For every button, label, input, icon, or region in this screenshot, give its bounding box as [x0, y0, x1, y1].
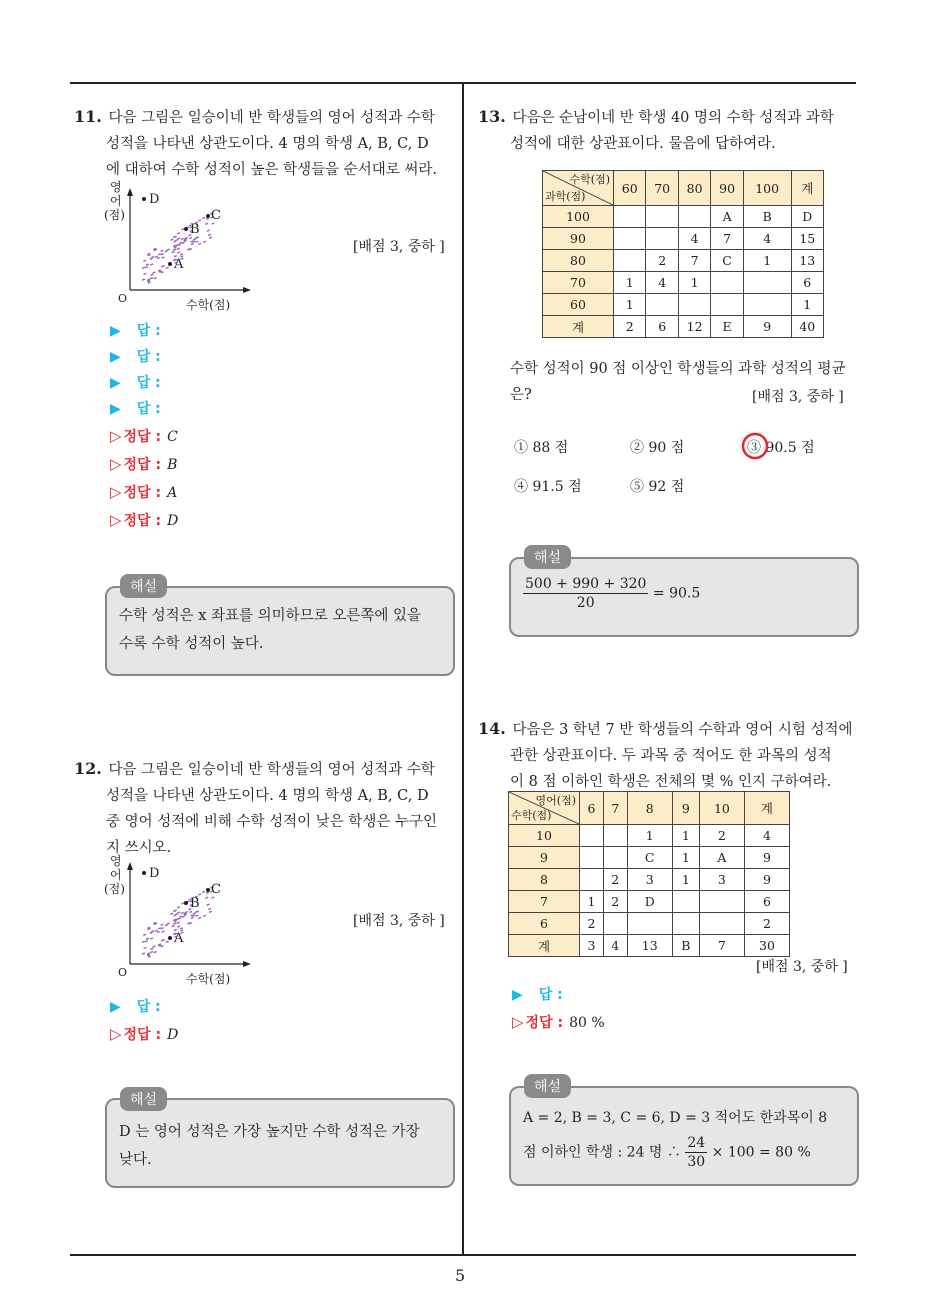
q14-table-cell: A	[699, 847, 744, 869]
q13-row-label-cell: 90	[543, 228, 614, 250]
q13-correlation-table	[542, 170, 824, 338]
q14-table-cell	[580, 847, 604, 869]
q14-table-cell: 3	[580, 935, 604, 957]
q11-answer-3[interactable]: ▶ 답 :	[110, 375, 161, 391]
q14-table-cell: 9	[744, 869, 789, 891]
correct-arrow-icon: ▷	[110, 511, 122, 529]
q14-row-label-cell: 6	[509, 913, 580, 935]
q11-text-line1: 다음 그림은 일승이네 반 학생들의 영어 성적과 수학	[108, 110, 435, 126]
q13-table-cell: 1	[614, 294, 646, 316]
q13-row-label-cell: 계	[543, 316, 614, 338]
q13-table-cell: 4	[743, 228, 791, 250]
q14-table-cell: 6	[744, 891, 789, 913]
q14-table-cell: 2	[580, 913, 604, 935]
q12-number: 12.	[74, 759, 102, 778]
q11-points: [배점 3, 중하 ]	[353, 239, 445, 255]
q13-question	[478, 104, 863, 157]
q13-header-cell: 60	[614, 171, 646, 206]
q14-table-cell	[580, 869, 604, 891]
q13-table-cell	[614, 228, 646, 250]
q14-table-cell: 3	[627, 869, 672, 891]
q13-choice-1[interactable]: ① 88 점	[514, 440, 569, 456]
q13-table-cell: 1	[614, 272, 646, 294]
q12-scatter-plot	[100, 854, 260, 988]
q14-points: [배점 3, 중하 ]	[756, 959, 848, 975]
q13-table-cell: E	[711, 316, 743, 338]
q14-answer-block	[512, 982, 852, 1036]
q13-header-cell: 100	[743, 171, 791, 206]
q12-y-label1: 영	[110, 854, 122, 868]
q13-table-cell: 12	[678, 316, 710, 338]
q14-corner-bottom: 수학(점)	[511, 809, 552, 822]
q13-selected-circle-icon	[740, 431, 770, 461]
q14-header-cell: 계	[744, 792, 789, 825]
q11-origin: O	[118, 292, 128, 305]
answer-arrow-icon: ▶	[110, 349, 121, 365]
q14-table-cell	[699, 913, 744, 935]
q13-choice-2[interactable]: ② 90 점	[630, 440, 685, 456]
q13-table-row	[543, 316, 824, 338]
q14-table-row	[509, 825, 790, 847]
q12-label-b: B	[190, 896, 200, 911]
q13-sub-line2: 은?	[510, 387, 532, 403]
q13-table-cell	[743, 294, 791, 316]
q14-table-cell	[603, 913, 627, 935]
q14-table-cell: 2	[699, 825, 744, 847]
q12-text-line3: 중 영어 성적에 비해 수학 성적이 낮은 학생은 누구인	[106, 814, 438, 830]
q14-table-row	[509, 935, 790, 957]
q14-header-cell: 8	[627, 792, 672, 825]
q13-text-line1: 다음은 순남이네 반 학생 40 명의 수학 성적과 과학	[512, 110, 834, 126]
q13-table-cell	[646, 206, 678, 228]
q12-label-a: A	[174, 931, 184, 946]
q13-table-cell: 6	[646, 316, 678, 338]
q11-y-label2: 어	[110, 194, 122, 208]
q13-table-cell: 15	[791, 228, 823, 250]
q13-table-cell: 2	[646, 250, 678, 272]
correct-arrow-icon: ▷	[110, 427, 122, 445]
q12-explanation-text: D 는 영어 성적은 가장 높지만 수학 성적은 가장 낮다.	[119, 1124, 420, 1168]
q11-explanation-box	[105, 586, 455, 676]
q14-number: 14.	[478, 719, 506, 738]
q14-row-label-cell: 10	[509, 825, 580, 847]
q11-explanation-tag: 해설	[120, 574, 167, 598]
q14-answer[interactable]: ▶ 답 :	[512, 987, 563, 1003]
q13-table-cell	[614, 206, 646, 228]
q14-table-cell: 1	[672, 825, 699, 847]
q11-correct-4: ▷ 정답 : D	[110, 511, 179, 529]
q12-label-d: D	[149, 866, 160, 881]
q14-table-cell: D	[627, 891, 672, 913]
q13-text-line2: 성적에 대한 상관표이다. 물음에 답하여라.	[510, 136, 776, 152]
answer-arrow-icon: ▶	[110, 323, 121, 339]
q13-corner-cell	[543, 171, 614, 206]
q14-row-label-cell: 8	[509, 869, 580, 891]
q13-sub-line1: 수학 성적이 90 점 이상인 학생들의 과학 성적의 평균	[510, 361, 846, 377]
q12-x-label: 수학(점)	[186, 972, 231, 986]
q14-row-label-cell: 9	[509, 847, 580, 869]
q14-text-line3: 이 8 점 이하인 학생은 전체의 몇 % 인지 구하여라.	[510, 774, 832, 790]
q11-text-line2: 성적을 나타낸 상관도이다. 4 명의 학생 A, B, C, D	[106, 136, 429, 152]
q12-y-label2: 어	[110, 868, 122, 882]
q14-header-cell: 10	[699, 792, 744, 825]
q14-table-cell: 4	[744, 825, 789, 847]
q14-table-cell: 1	[580, 891, 604, 913]
q13-table-cell: 1	[743, 250, 791, 272]
q11-answer-4[interactable]: ▶ 답 :	[110, 401, 161, 417]
q13-choice-4[interactable]: ④ 91.5 점	[514, 479, 582, 495]
q11-y-label3: (점)	[104, 208, 125, 222]
q13-header-cell: 90	[711, 171, 743, 206]
q14-table-cell: 13	[627, 935, 672, 957]
answer-arrow-icon: ▶	[512, 987, 523, 1003]
q11-explanation-text: 수학 성적은 x 좌표를 의미하므로 오른쪽에 있을 수록 수학 성적이 높다.	[119, 608, 421, 652]
answer-arrow-icon: ▶	[110, 999, 121, 1015]
q11-x-label: 수학(점)	[186, 298, 231, 312]
q13-row-label-cell: 60	[543, 294, 614, 316]
q13-explanation-formula: $\frac{500 + 990 + 320}{20}$ = 90.5	[525, 576, 701, 611]
q14-table-cell: 2	[603, 869, 627, 891]
q13-explanation-box	[509, 557, 859, 637]
q11-label-c: C	[211, 208, 221, 223]
q14-header-cell: 9	[672, 792, 699, 825]
q13-row-label-cell: 100	[543, 206, 614, 228]
correct-arrow-icon: ▷	[110, 455, 122, 473]
q11-text-line3: 에 대하여 수학 성적이 높은 학생들을 순서대로 써라.	[106, 162, 438, 178]
q11-answer-block	[110, 318, 450, 534]
q13-table-cell: 4	[646, 272, 678, 294]
q13-table-row	[543, 250, 824, 272]
q13-table-cell	[614, 250, 646, 272]
q12-text-line1: 다음 그림은 일승이네 반 학생들의 영어 성적과 수학	[108, 762, 435, 778]
q11-question	[74, 104, 459, 183]
q14-table-cell: 2	[603, 891, 627, 913]
q14-corner-top: 영어(점)	[535, 794, 576, 807]
q13-table-cell	[678, 294, 710, 316]
q13-table-cell: 40	[791, 316, 823, 338]
q11-label-a: A	[174, 257, 184, 272]
q12-explanation-box	[105, 1098, 455, 1188]
q14-table-cell: 1	[672, 869, 699, 891]
q13-table-row	[543, 272, 824, 294]
q13-explanation-tag: 해설	[524, 545, 571, 569]
q14-question	[478, 716, 863, 795]
q12-points: [배점 3, 중하 ]	[353, 913, 445, 929]
q13-header-cell: 계	[791, 171, 823, 206]
q13-header-cell: 70	[646, 171, 678, 206]
q14-table-cell: 4	[603, 935, 627, 957]
q13-table-cell	[711, 294, 743, 316]
q14-table-cell: 2	[744, 913, 789, 935]
q13-table-row	[543, 294, 824, 316]
correct-arrow-icon: ▷	[110, 483, 122, 501]
q14-table-cell: C	[627, 847, 672, 869]
q14-table-cell	[672, 891, 699, 913]
q13-table-cell: 2	[614, 316, 646, 338]
q11-correct-1: ▷ 정답 : C	[110, 427, 178, 445]
q13-corner-top: 수학(점)	[569, 173, 610, 186]
q11-scatter-plot	[100, 180, 260, 314]
q13-choice-5[interactable]: ⑤ 92 점	[630, 479, 685, 495]
q14-table-cell	[627, 913, 672, 935]
q11-number: 11.	[74, 107, 102, 126]
q13-table-cell	[711, 272, 743, 294]
q11-correct-2: ▷ 정답 : B	[110, 455, 178, 473]
q13-table-cell: A	[711, 206, 743, 228]
q14-explanation-text: A = 2, B = 3, C = 6, D = 3 적어도 한과목이 8 점 이하인 학생 : 24 명 ∴ $\frac{24}{30}$ × 100 = 80 %	[523, 1110, 828, 1170]
q13-table-cell: B	[743, 206, 791, 228]
q11-answer-1[interactable]: ▶ 답 :	[110, 323, 161, 339]
q14-table-cell: 1	[627, 825, 672, 847]
q14-table-cell: 3	[699, 869, 744, 891]
q11-y-label1: 영	[110, 180, 122, 194]
q13-table-cell	[678, 206, 710, 228]
q14-table-cell	[672, 913, 699, 935]
q12-label-c: C	[211, 882, 221, 897]
q12-correct: ▷ 정답 : D	[110, 1025, 179, 1043]
q14-fraction: $\frac{24}{30}$	[687, 1135, 706, 1170]
q14-corner-cell	[509, 792, 580, 825]
q12-y-label3: (점)	[104, 882, 125, 896]
q13-row-label-cell: 70	[543, 272, 614, 294]
page-number: 5	[455, 1266, 466, 1285]
q13-header-cell: 80	[678, 171, 710, 206]
q13-table-cell: 7	[711, 228, 743, 250]
q14-table-cell: 1	[672, 847, 699, 869]
q12-answer-block	[110, 994, 450, 1048]
q14-explanation-box	[509, 1086, 859, 1186]
q12-answer[interactable]: ▶ 답 :	[110, 999, 161, 1015]
q14-row-label-cell: 계	[509, 935, 580, 957]
q13-fraction: $\frac{500 + 990 + 320}{20}$	[525, 576, 647, 611]
q13-table-row	[543, 228, 824, 250]
q13-row-label-cell: 80	[543, 250, 614, 272]
q14-header-cell: 7	[603, 792, 627, 825]
answer-arrow-icon: ▶	[110, 401, 121, 417]
q13-table-cell: 13	[791, 250, 823, 272]
q13-points: [배점 3, 중하 ]	[752, 389, 844, 405]
q14-explanation-tag: 해설	[524, 1074, 571, 1098]
q13-table-cell	[743, 272, 791, 294]
q13-table-cell: 1	[791, 294, 823, 316]
q14-row-label-cell: 7	[509, 891, 580, 913]
q14-table-cell	[603, 847, 627, 869]
q12-origin: O	[118, 966, 128, 979]
q14-table-cell: B	[672, 935, 699, 957]
q12-question	[74, 756, 459, 861]
q13-table-cell	[646, 228, 678, 250]
q14-table-cell: 7	[699, 935, 744, 957]
q14-table-row	[509, 891, 790, 913]
q13-table-cell: 9	[743, 316, 791, 338]
q13-choice-3[interactable]: ③ 90.5 점	[747, 440, 815, 456]
q13-table-cell: 7	[678, 250, 710, 272]
q13-table-cell: C	[711, 250, 743, 272]
q14-text-line2: 관한 상관표이다. 두 과목 중 적어도 한 과목의 성적	[510, 748, 832, 764]
column-divider	[462, 82, 464, 1256]
correct-arrow-icon: ▷	[512, 1013, 524, 1031]
q14-table-row	[509, 847, 790, 869]
q14-table-row	[509, 913, 790, 935]
q14-table-cell: 30	[744, 935, 789, 957]
q14-table-row	[509, 869, 790, 891]
q13-table-cell: 4	[678, 228, 710, 250]
q14-correct: ▷ 정답 : 80 %	[512, 1013, 605, 1031]
q13-table-cell: 6	[791, 272, 823, 294]
correct-arrow-icon: ▷	[110, 1025, 122, 1043]
q12-text-line2: 성적을 나타낸 상관도이다. 4 명의 학생 A, B, C, D	[106, 788, 429, 804]
q13-table-cell: D	[791, 206, 823, 228]
q14-correlation-table	[508, 791, 790, 957]
q12-explanation-tag: 해설	[120, 1087, 167, 1111]
q13-corner-bottom: 과학(점)	[545, 190, 586, 203]
q11-label-d: D	[149, 192, 160, 207]
q11-label-b: B	[190, 222, 200, 237]
q13-table-cell	[646, 294, 678, 316]
q14-text-line1: 다음은 3 학년 7 반 학생들의 수학과 영어 시험 성적에	[512, 722, 853, 738]
q13-table-row	[543, 206, 824, 228]
q13-table-cell: 1	[678, 272, 710, 294]
q14-table-cell	[699, 891, 744, 913]
q14-table-cell	[603, 825, 627, 847]
q11-correct-3: ▷ 정답 : A	[110, 483, 178, 501]
q14-header-cell: 6	[580, 792, 604, 825]
q14-table-cell	[580, 825, 604, 847]
answer-arrow-icon: ▶	[110, 375, 121, 391]
q13-number: 13.	[478, 107, 506, 126]
q14-table-cell: 9	[744, 847, 789, 869]
q12-text-line4: 지 쓰시오.	[106, 840, 172, 856]
q11-answer-2[interactable]: ▶ 답 :	[110, 349, 161, 365]
